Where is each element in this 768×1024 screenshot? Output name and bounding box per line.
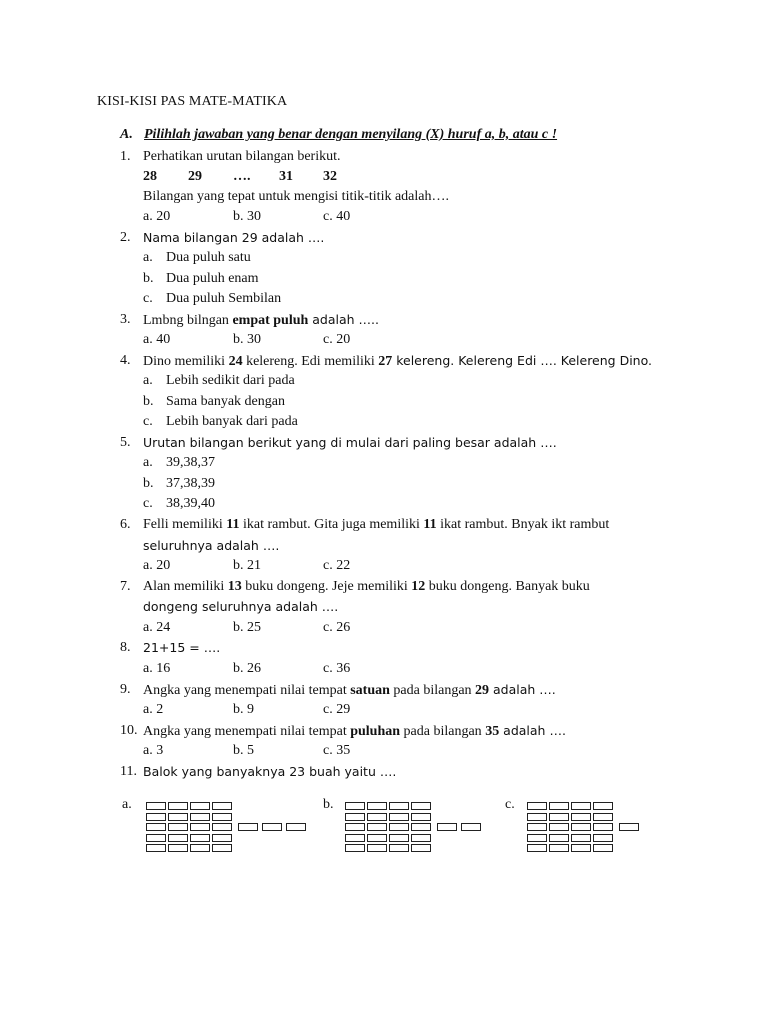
bold-number: 11	[226, 517, 240, 532]
image-option-b-label: b.	[323, 797, 334, 812]
block-unit	[389, 813, 409, 821]
block-unit-single	[286, 823, 306, 831]
section-instruction-text: Pilihlah jawaban yang benar dengan menyilang (X) huruf a, b, atau c !	[144, 127, 558, 142]
block-unit	[411, 813, 431, 821]
text-part: kelereng. Edi memiliki	[242, 354, 379, 369]
block-unit-single	[619, 823, 639, 831]
bold-number: 27	[378, 354, 393, 369]
sequence-item: 28	[143, 169, 157, 184]
option-c: c. 20	[323, 332, 351, 347]
block-unit	[190, 823, 210, 831]
bold-number: 12	[411, 579, 426, 594]
block-unit	[190, 834, 210, 842]
option-b: b. 25	[233, 620, 261, 635]
block-unit	[411, 802, 431, 810]
question-number: 3.	[120, 312, 131, 327]
sequence-item: 32	[323, 169, 337, 184]
question-text	[143, 310, 379, 331]
question-text	[143, 515, 609, 535]
block-unit	[146, 844, 166, 852]
text-part: buku dongeng. Banyak buku	[425, 579, 590, 594]
question-text: Bilangan yang tepat untuk mengisi titik-titik adalah….	[143, 189, 449, 204]
option-a: a. 20	[143, 209, 171, 224]
section-letter: A.	[120, 127, 133, 142]
block-unit	[345, 802, 365, 810]
question-text: Urutan bilangan berikut yang di mulai dari paling besar adalah ….	[143, 435, 557, 450]
image-option-c-label: c.	[505, 797, 515, 812]
option-a: a. 24	[143, 620, 171, 635]
option-letter: a.	[143, 455, 153, 470]
text-part: pada bilangan	[389, 683, 476, 698]
option-b: b. 30	[233, 209, 261, 224]
block-unit	[571, 802, 591, 810]
block-unit	[527, 813, 547, 821]
block-unit	[367, 834, 387, 842]
block-unit	[146, 823, 166, 831]
block-unit	[411, 823, 431, 831]
block-unit	[593, 834, 613, 842]
bold-term: puluhan	[350, 724, 401, 739]
block-unit	[190, 802, 210, 810]
block-unit	[212, 834, 232, 842]
question-number: 8.	[120, 640, 131, 655]
question-number: 6.	[120, 517, 131, 532]
question-text: dongeng seluruhnya adalah ….	[143, 599, 339, 614]
block-unit	[345, 844, 365, 852]
text-part: Angka yang menempati nilai tempat	[143, 724, 351, 739]
question-text	[143, 721, 566, 742]
question-text: Perhatikan urutan bilangan berikut.	[143, 149, 341, 164]
option-text: Dua puluh Sembilan	[166, 291, 282, 306]
question-text: 21+15 = ….	[143, 640, 221, 655]
option-letter: a.	[143, 250, 153, 265]
option-a: a. 16	[143, 661, 171, 676]
text-part: Lmbng bilngan	[143, 313, 233, 328]
option-letter: c.	[143, 291, 153, 306]
block-unit	[345, 823, 365, 831]
question-text: seluruhnya adalah ….	[143, 538, 280, 553]
block-unit	[527, 844, 547, 852]
block-unit	[527, 834, 547, 842]
block-unit-single	[461, 823, 481, 831]
block-unit	[367, 813, 387, 821]
block-unit-single	[238, 823, 258, 831]
option-letter: b.	[143, 476, 154, 491]
option-text: Dua puluh enam	[166, 271, 259, 286]
bold-number: 13	[227, 579, 242, 594]
option-c: c. 35	[323, 743, 351, 758]
block-unit	[549, 834, 569, 842]
block-unit	[367, 844, 387, 852]
text-part: Alan memiliki	[143, 579, 228, 594]
block-unit	[571, 823, 591, 831]
block-unit	[549, 802, 569, 810]
text-part: ikat rambut. Gita juga memiliki	[239, 517, 424, 532]
option-b: b. 26	[233, 661, 261, 676]
block-unit	[593, 813, 613, 821]
option-letter: c.	[143, 496, 153, 511]
option-a: a. 3	[143, 743, 164, 758]
block-unit-single	[262, 823, 282, 831]
bold-term: satuan	[350, 683, 390, 698]
block-unit	[212, 802, 232, 810]
option-text: 39,38,37	[166, 455, 215, 470]
block-unit	[571, 844, 591, 852]
text-part: ikat rambut. Bnyak ikt rambut	[436, 517, 610, 532]
bold-number: 29	[475, 683, 490, 698]
block-unit	[168, 823, 188, 831]
option-b: b. 30	[233, 332, 261, 347]
block-unit	[389, 844, 409, 852]
block-unit	[593, 823, 613, 831]
block-unit	[367, 823, 387, 831]
question-number: 5.	[120, 435, 131, 450]
option-text: Lebih sedikit dari pada	[166, 373, 295, 388]
option-b: b. 5	[233, 743, 254, 758]
block-unit	[549, 823, 569, 831]
block-unit	[212, 844, 232, 852]
block-unit	[389, 823, 409, 831]
block-unit	[190, 813, 210, 821]
sequence-item: ….	[233, 169, 251, 184]
option-letter: c.	[143, 414, 153, 429]
block-unit	[345, 834, 365, 842]
text-part: kelereng. Kelereng Edi …. Kelereng Dino.	[392, 353, 653, 368]
image-option-a-label: a.	[122, 797, 132, 812]
block-unit	[367, 802, 387, 810]
option-c: c. 22	[323, 558, 351, 573]
block-unit	[168, 844, 188, 852]
question-number: 7.	[120, 579, 131, 594]
block-unit	[593, 802, 613, 810]
question-number: 11.	[120, 764, 137, 779]
bold-number: 35	[485, 724, 500, 739]
option-text: 38,39,40	[166, 496, 215, 511]
option-b: b. 21	[233, 558, 261, 573]
document-title: KISI-KISI PAS MATE-MATIKA	[97, 94, 288, 109]
option-c: c. 40	[323, 209, 351, 224]
option-text: Dua puluh satu	[166, 250, 251, 265]
question-number: 9.	[120, 682, 131, 697]
block-unit	[190, 844, 210, 852]
block-unit	[389, 802, 409, 810]
sequence-item: 29	[188, 169, 202, 184]
question-text: Balok yang banyaknya 23 buah yaitu ….	[143, 764, 397, 779]
option-a: a. 40	[143, 332, 171, 347]
question-text: Nama bilangan 29 adalah ….	[143, 230, 325, 245]
option-c: c. 26	[323, 620, 351, 635]
text-part: adalah ….	[499, 723, 566, 738]
block-unit	[212, 813, 232, 821]
question-number: 10.	[120, 723, 138, 738]
block-unit	[411, 844, 431, 852]
block-unit	[527, 802, 547, 810]
block-unit	[168, 813, 188, 821]
block-unit	[168, 834, 188, 842]
option-c: c. 29	[323, 702, 351, 717]
block-unit	[212, 823, 232, 831]
question-text	[143, 577, 590, 597]
option-b: b. 9	[233, 702, 254, 717]
question-number: 2.	[120, 230, 131, 245]
option-a: a. 2	[143, 702, 164, 717]
question-text	[143, 680, 556, 701]
bold-number: 11	[423, 517, 437, 532]
option-text: Lebih banyak dari pada	[166, 414, 298, 429]
bold-term: empat puluh	[232, 313, 309, 328]
block-unit	[571, 834, 591, 842]
option-text: 37,38,39	[166, 476, 215, 491]
block-unit	[571, 813, 591, 821]
option-text: Sama banyak dengan	[166, 394, 285, 409]
block-unit	[549, 813, 569, 821]
question-number: 4.	[120, 353, 131, 368]
text-part: adalah ….	[489, 682, 556, 697]
block-unit	[146, 813, 166, 821]
option-letter: a.	[143, 373, 153, 388]
text-part: Dino memiliki	[143, 354, 229, 369]
text-part: Angka yang menempati nilai tempat	[143, 683, 351, 698]
block-unit	[168, 802, 188, 810]
block-unit-single	[437, 823, 457, 831]
block-unit	[593, 844, 613, 852]
text-part: Felli memiliki	[143, 517, 227, 532]
block-unit	[549, 844, 569, 852]
text-part: buku dongeng. Jeje memiliki	[241, 579, 412, 594]
block-unit	[146, 802, 166, 810]
block-unit	[411, 834, 431, 842]
option-letter: b.	[143, 271, 154, 286]
option-c: c. 36	[323, 661, 351, 676]
option-letter: b.	[143, 394, 154, 409]
option-a: a. 20	[143, 558, 171, 573]
block-unit	[345, 813, 365, 821]
section-instruction	[120, 127, 557, 143]
text-part: pada bilangan	[400, 724, 486, 739]
question-number: 1.	[120, 149, 131, 164]
block-unit	[389, 834, 409, 842]
sequence-item: 31	[279, 169, 293, 184]
question-text	[143, 351, 652, 372]
block-unit	[527, 823, 547, 831]
text-part: adalah …..	[308, 312, 379, 327]
bold-number: 24	[228, 354, 243, 369]
block-unit	[146, 834, 166, 842]
